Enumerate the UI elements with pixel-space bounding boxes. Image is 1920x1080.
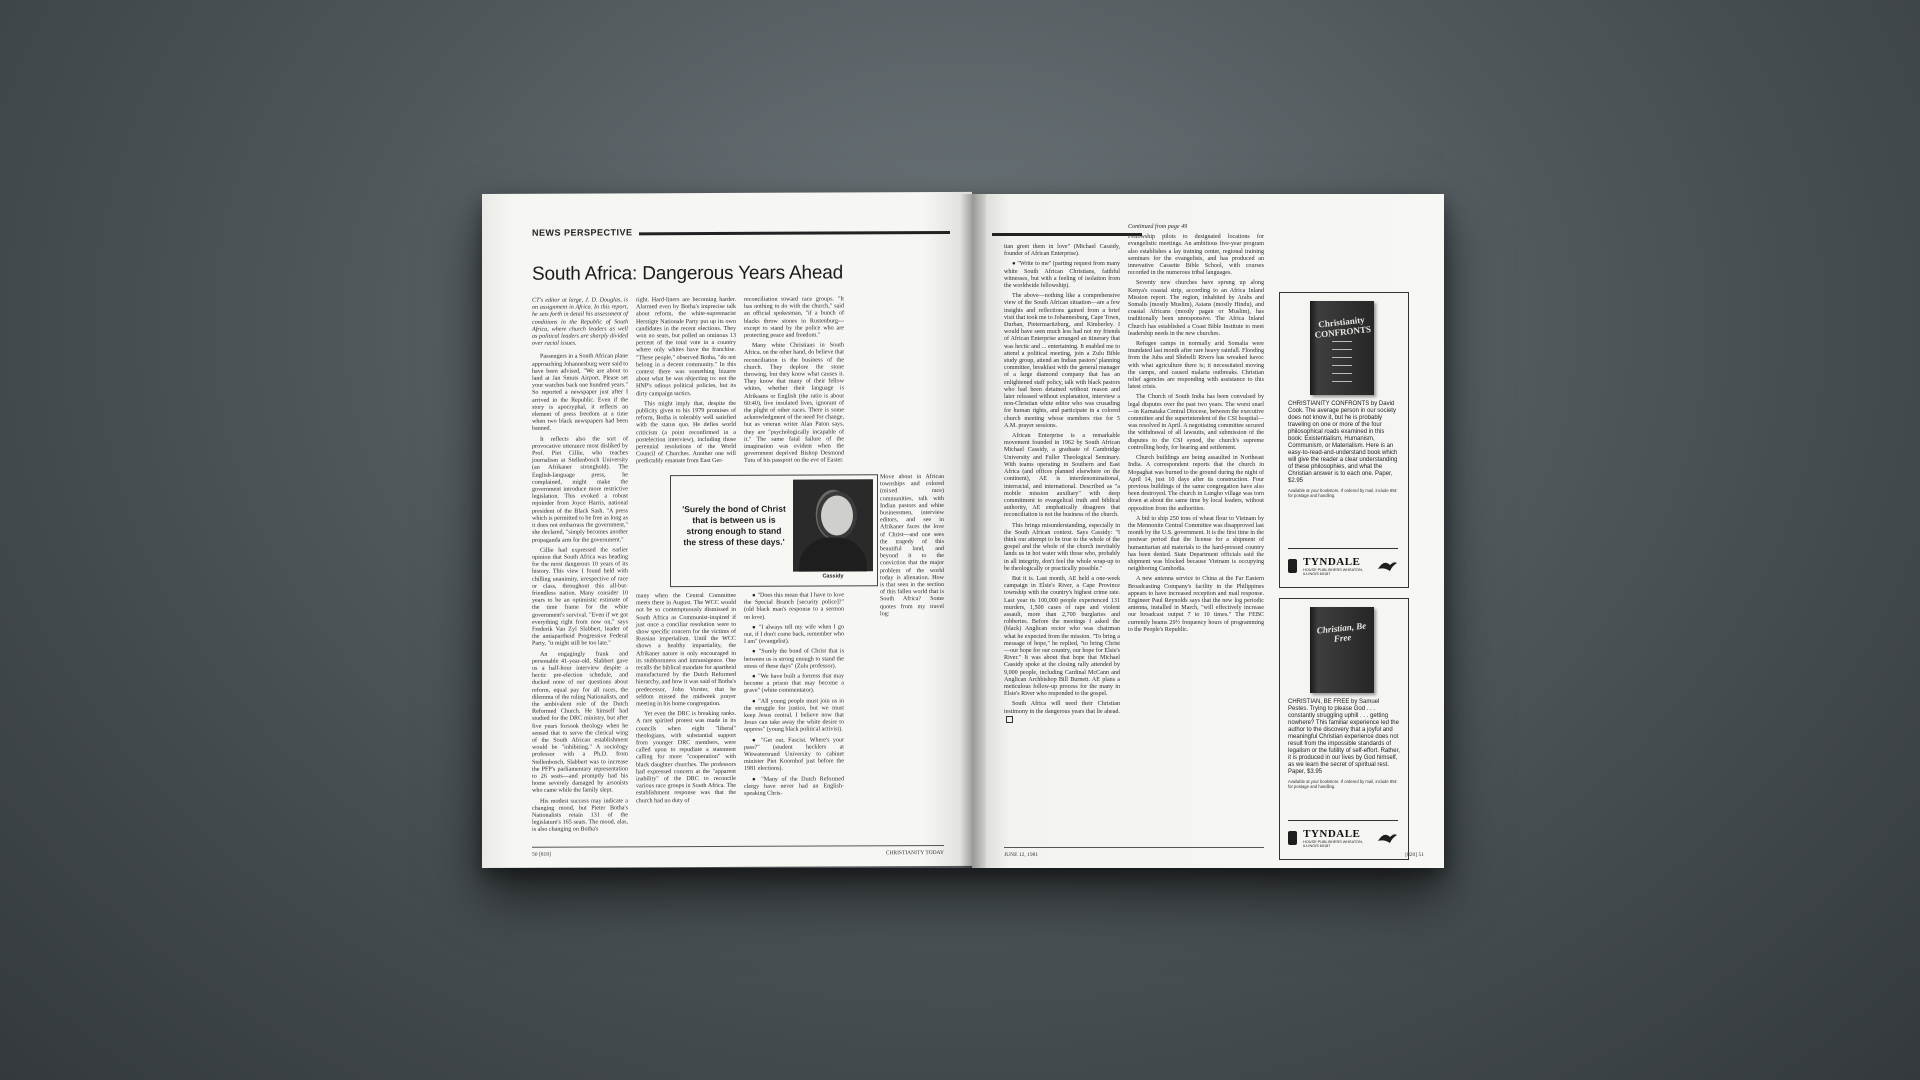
bird-icon bbox=[1376, 829, 1398, 847]
article-headline: South Africa: Dangerous Years Ahead bbox=[532, 262, 843, 285]
right-page bbox=[972, 194, 1444, 868]
news-brief: A bid to ship 250 tons of wheat flour to Vietnam by the Mennonite Central Committee was disapproved last month by the U.S. government. It is the first time in the postwar period that the license for a shipment of humanitarian aid materials to the hard-pressed country has been denied. State Department officials said the shipment was blocked because Vietnam is occupying neighboring Cambodia. bbox=[1128, 515, 1264, 573]
quote-item: ● "Does this mean that I have to love the Special Branch [security police]?" (old black man's response to a sermon on love). bbox=[744, 592, 844, 621]
left-page bbox=[482, 192, 972, 868]
issue-date: JUNE 12, 1981 bbox=[1004, 852, 1039, 858]
article-paragraph: Many white Christians in South Africa, on the other hand, do believe that reconciliation is the business of the church. They deplore the stone throwing, but they know what causes it. They know that many of their fellow whites, whether their language is Afrikaans or English (the ratio is about 60:40), live insulated lives, ignorant of the plight of other races. There is some acknowledgment of the need for change, but as veteran writer Alan Paton says, they are "psychologically incapable of it." The same fatal failure of the imagination was evident when the government deprived Bishop Desmond Tutu of his passport on the eve of Easter. bbox=[744, 342, 845, 465]
book-cover-title: Christianity CONFRONTS bbox=[1314, 314, 1372, 340]
ad-copy bbox=[1288, 699, 1400, 789]
article-paragraph: This might imply that, despite the publicity given to his 1979 promises of reform, Botha is tolerably well satisfied with the status quo. He defies world criticism (a point reconfirmed in a postelection interview), including those perennial resolutions of the World Council of Churches. Another one will predictably emanate from East Ger- bbox=[636, 400, 736, 465]
pull-quote: 'Surely the bond of Christ that is between us is strong enough to stand the stress of these days.' bbox=[682, 503, 786, 548]
magazine-spread bbox=[482, 194, 1444, 868]
ad-fine-print: Available at your bookstore. If ordered by mail, include 85¢ for postage and handling. bbox=[1288, 779, 1397, 789]
quote-item: ● "All young people must join us in the struggle for justice, but we must keep Jesus central. I believe now that Jesus can take away the white desire to oppress" (young black political activist). bbox=[744, 698, 844, 734]
article-paragraph: African Enterprise is a remarkable movement founded in 1962 by South African Michael Cassidy, a graduate of Cambridge University and Fuller Theological Seminary. With teams operating in Southern and East Africa (and offices planned elsewhere on the continent), AE is interdenominational, interracial, and international. Described as "a mobile mission auxiliary" with deep commitment to evangelical truth and biblical authority, AE emphatically disagrees that reconciliation is not the business of the church. bbox=[1004, 433, 1120, 519]
publisher-mark-icon bbox=[1288, 559, 1297, 573]
portrait-body bbox=[799, 537, 867, 571]
article-paragraph: Passengers in a South African plane approaching Johannesburg were said to have been advised, "We are about to land at Jan Smuts Airport. Please set your watches back one hundred years." So reported a newspaper just after I arrived in the Republic. Even if the story is apocryphal, it reflects an element of press freedom at a time when two black newspapers had been banned. bbox=[532, 353, 629, 433]
article-continued-column bbox=[1004, 244, 1120, 844]
publisher-logo bbox=[1288, 548, 1398, 581]
portrait-head bbox=[817, 491, 857, 539]
news-brief: Church buildings are being assaulted in Northeast India. A correspondent reports that the church in Mopaghat was burned to the ground during the night of April 14, just 10 days after its construction. Four previous buildings of the same congregation have also been destroyed. The church in Lungho village was torn down at about the same time by local leaders, without opposition from the authorities. bbox=[1128, 455, 1264, 512]
article-column-3-top bbox=[744, 296, 844, 470]
article-closing: South Africa will need their Christian testimony in the dangerous years that lie ahead. bbox=[1004, 701, 1120, 715]
publisher-logo bbox=[1288, 820, 1398, 853]
book-ad-christian-be-free[interactable] bbox=[1279, 598, 1409, 860]
article-paragraph: His modest success may indicate a changing mood, but Pieter Botha's Nationalists retain 131 of the legislature's 165 seats. The mood, alas, is also changing on Botha's bbox=[532, 797, 628, 834]
pull-quote-box bbox=[670, 474, 878, 587]
article-column-3-beside-photo bbox=[880, 473, 944, 618]
ad-fine-print: Available at your bookstore. If ordered by mail, include 85¢ for postage and handling. bbox=[1288, 488, 1397, 498]
article-paragraph: reconciliation toward race groups. "It has nothing to do with the church," said an official spokesman, "if a bunch of blacks throw stones in Rustenburg—except to stand by the police who are protecting peace and freedom." bbox=[744, 296, 844, 339]
publisher-subtitle: HOUSE PUBLISHERS WHEATON, ILLINOIS 60187 bbox=[1303, 568, 1363, 576]
book-cover-title: Christian, Be Free bbox=[1316, 620, 1367, 644]
quote-item: ● "Write to me" (parting request from many white South African Christians, faithful witnesses, but with a feeling of isolation from the worldwide fellowship). bbox=[1004, 261, 1120, 290]
publisher-name: TYNDALE bbox=[1303, 828, 1361, 840]
article-paragraph: many when the Central Committee meets there in August. The WCC would not be so contemptuously dismissed in South Africa as Communist-inspired if just once a conciliar resolution were to show specific concern for the victims of Russian imperialism. Until the WCC shows a healthy impartiality, the Afrikaner nature is only encouraged in its stubbornness and intransigence. One recalls the biblical mandate for apartheid manufactured by the Dutch Reformed hierarchy, and how it was said of Botha's predecessor, John Vorster, that he seldom missed the midweek prayer meeting in his home congregation. bbox=[636, 592, 736, 708]
book-ad-christianity-confronts[interactable] bbox=[1279, 292, 1409, 588]
article-paragraph: It reflects also the sort of provocative utterance most disliked by Prof. Piet Cillie, who teaches journalism at Stellenbosch University (an Afrikaner stronghold). The English-language press, he complained, might make the government introduce more restrictive legislation. This evoked a robust rejoinder from Joyce Harris, national president of the Black Sash. "A press which is permitted to be free as long as it does not embarrass the government," she declared, "simply becomes another propaganda arm for the government." bbox=[532, 436, 628, 544]
quote-item: ● "We have built a fortress that may become a prison that may become a grave" (white commentator). bbox=[744, 673, 844, 695]
publisher-name: TYNDALE bbox=[1303, 556, 1361, 568]
article-column-1 bbox=[532, 297, 628, 845]
photo-caption: Cassidy bbox=[822, 573, 844, 580]
page-number-left: 50 [818] bbox=[532, 851, 551, 858]
book-cover-text-lines bbox=[1332, 341, 1352, 387]
section-rule bbox=[992, 233, 1142, 236]
article-paragraph: Move about in African townships and colored (mixed race) communities, talk with Indian pastors and white businessmen, interview editors, and see in Afrikaner faces the love of Christ—and one sees the tragedy of this beautiful land, and beyond it to the conviction that the major problem of the world today is alienation. How is that seen in the section of this fallen world that is South Africa? Some quotes from my travel log: bbox=[880, 473, 944, 618]
book-cover-image bbox=[1310, 607, 1374, 693]
quote-item: ● "I always tell my wife when I go out, if I don't come back, remember who I am" (evangelist). bbox=[744, 624, 844, 646]
article-paragraph: Yet even the DRC is breaking ranks. A rare spirited protest was made in its councils when eight "liberal" theologians, with substantial support from younger DRC members, were called upon to repudiate a statement calling for more "cooperation" with black daughter churches. The professors had expressed concern at the "apparent inability" of the DRC to reconcile various race groups in South Africa. The establishment response was that the church had no duty of bbox=[636, 711, 736, 805]
section-kicker: NEWS PERSPECTIVE bbox=[532, 227, 639, 237]
continued-label: Continued from page 49 bbox=[1128, 224, 1188, 230]
bird-icon bbox=[1376, 557, 1398, 575]
news-brief: Fellowship pilots to designated locations for evangelistic meetings. An ambitious five-year program also establishes a lay training center, regional training seminars for the evangelists, and has produced an innovative Cassette Bible School, with courses recorded in the numerous tribal languages. bbox=[1128, 234, 1264, 277]
publisher-mark-icon bbox=[1288, 831, 1297, 845]
news-brief: Refugee camps in normally arid Somalia were inundated last month after rare heavy rainfall. Flooding from the Juba and Shebelli Rivers has wreaked havoc with what agriculture there is; it necessitated moving the camps, and caused malaria outbreaks. Christian relief agencies are responding with assistance to this latest crisis. bbox=[1128, 341, 1264, 391]
article-column-3-bottom bbox=[744, 592, 844, 842]
ad-description: CHRISTIANITY CONFRONTS by David Cook. The average person in our society does not know it, but he is probably traveling on one or more of the four philosophical roads examined in this book: Existentialism, Humanism, Communism, or Materialism. Here is an easy-to-read-and-understand book which will give the reader a clear understanding of these philosophies, and what the Christian answer is to each one. Paper, $2.95 bbox=[1288, 401, 1398, 484]
book-cover-image bbox=[1310, 301, 1374, 395]
article-paragraph: right. Hard-liners are becoming harder. Alarmed even by Botha's imprecise talk about reform, the white-supremacist Herstigte Nationale Party put up its own candidates in the recent elections. They won no seats, but polled an ominous 13 percent of the total vote in a country where only whites have the franchise. "These people," observed Botha, "do not belong in a decent community." In this context there was something bizarre about what he was objecting to: not the HNP's odious political policies, but its dirty campaign tactics. bbox=[636, 296, 736, 397]
article-column-2-bottom bbox=[636, 593, 736, 843]
quote-item: ● "Surely the bond of Christ that is between us is strong enough to stand the stress of these days" (Zulu professor). bbox=[744, 648, 844, 670]
publisher-name-block bbox=[1303, 556, 1370, 576]
news-brief: The Church of South India has been convulsed by legal disputes over the past two years. The worst snarl—in Karnataka Central Diocese, between the executive committee and the superintendent of the CSI hospital—was resolved in April. A negotiating committee secured the withdrawal of all lawsuits, and submission of the disputes to the CSI synod, the church's supreme controlling body, for hearing and settlement. bbox=[1128, 394, 1264, 451]
quote-item: ● "Get out, Fascist. Where's your pass?" (student hecklers at Witwatersrand University to cabinet minister Piet Koornhof just before the 1981 elections). bbox=[744, 737, 844, 773]
ad-copy bbox=[1288, 401, 1400, 498]
article-paragraph: Cillie had expressed the earlier opinion that South Africa was heading for the most dangerous 10 years of its history. This view I found held with chilling unanimity, irrespective of race or class, throughout this all-but-friendless nation. Many consider 10 years to be an optimistic estimate of the time frame for the white government's survival. "Even if we got everything right from now on," says Frederik Van Zyl Slabbert, leader of the antiapartheid Progressive Federal Party, "it might still be too late." bbox=[532, 547, 628, 648]
article-paragraph: An engagingly frank and personable 41-year-old, Slabbert gave us a half-hour interview despite a hectic pre-election schedule, and ducked none of our questions about reform, equal pay for all races, the dilemma of the ruling Nationalists, and the ambivalent role of the Dutch Reformed Church. He himself had studied for the DRC ministry, but after five years forsook theology when he sensed that to serve the clerical wing of the South African establishment would be "inhibiting." A sociology professor with a Ph.D. from Stellenbosch, Slabbert was to increase the PFP's parliamentary representation to 26 seats—and promptly had his home severely damaged by arsonists who came while the family slept. bbox=[532, 650, 628, 795]
end-mark-icon bbox=[1006, 716, 1013, 723]
article-intro: CT's editor at large, J. D. Douglas, is on assignment in Africa. In this report, he sets forth in detail his assessment of conditions in the Republic of South Africa, where church leaders as well as political leaders are sharply divided over racial issues. bbox=[532, 297, 628, 348]
page-number-right: [820] 51 bbox=[1405, 852, 1424, 858]
publisher-subtitle: HOUSE PUBLISHERS WHEATON, ILLINOIS 60187 bbox=[1303, 840, 1363, 848]
ad-description: CHRISTIAN, BE FREE by Samuel Pestes. Trying to please God . . . constantly struggling uphill . . . getting nowhere? This familiar experience led the author to the discovery that a joyful and meaningful Christian experience does not result from the impossible standards of legalism or the futility of self-effort. Rather, it is produced in our lives by God himself, as we learn the secret of spiritual rest. Paper, $3.95 bbox=[1288, 699, 1400, 775]
article-paragraph bbox=[1004, 701, 1120, 724]
publisher-name-block bbox=[1303, 828, 1370, 848]
article-paragraph: But it is. Last month, AE held a one-week campaign in Elsie's River, a Cape Province township with the country's highest crime rate. Last year its 100,000 people experienced 131 murders, 1,500 cases of rape and violent assault, more than 2,700 burglaries and robberies. Before the meetings I asked the (black) Anglican rector who was chairman what he expected from the mission. "To bring a message of hope," he replied, "to bring Christ—our hope for our country, our hope for Elsie's River." It was about that hope that Michael Cassidy spoke at the closing rally attended by 9,000 people, including Cardinal McCann and Anglican Archbishop Bill Burnett. AE plans a meticulous follow-up process for the many in Elsie's River who responded to the gospel. bbox=[1004, 575, 1120, 698]
news-brief: Seventy new churches have sprung up along Kenya's coastal strip, according to an Africa Inland Mission report. The region, inhabited by Arabs and Somalis (mostly Muslim), Asians (mostly Hindu), and coastal Africans (mostly pagan or Muslim), has traditionally been unresponsive. The Africa Inland Church has established a Coast Bible Institute to meet leadership needs in the new churches. bbox=[1128, 280, 1264, 337]
portrait-photo bbox=[793, 479, 873, 571]
article-paragraph: This brings misunderstanding, especially in the South African context. Says Cassidy: "I think our attempt to be true to the whole of the gospel and the whole of the church inevitably lands us in hot water with those who, probably in all integrity, don't feel the whole wrap-up to be theologically or practically possible." bbox=[1004, 522, 1120, 572]
article-paragraph: tian greet them in love" (Michael Cassidy, founder of African Enterprise). bbox=[1004, 244, 1120, 258]
article-paragraph: The above—nothing like a comprehensive view of the South African situation—are a few insights and reflections gained from a brief visit that took me to Johannesburg, Cape Town, Durban, Pietermaritzburg, and Kimberley. I would have seen much less had not my friends of African Enterprise arranged an itinerary that was hectic and ... entertaining. It enabled me to attend a political meeting, join a Zulu Bible study group, attend an Indian pastors' planning committee, breakfast with the general manager of a large diamond company that has an enlightened staff policy, talk with black pastors who had been detained without reason and later released without explanation, interview a non-Christian white editor who was crusading for human rights, and participate in a colored church meeting whose members rise for 5 A.M. prayer sessions. bbox=[1004, 293, 1120, 429]
footer-rule bbox=[1004, 847, 1264, 848]
article-column-2-top bbox=[636, 297, 736, 471]
news-briefs-column bbox=[1128, 224, 1264, 844]
quote-item: ● "Many of the Dutch Reformed clergy have never had an English-speaking Chris- bbox=[744, 776, 844, 797]
publication-name: CHRISTIANITY TODAY bbox=[885, 849, 944, 857]
news-brief: A new antenna service to China at the Far Eastern Broadcasting Company's facility in the Philippines appears to have increased reception and mail response. Engineer Paul Reynolds says that the new log periodic antenna, installed in March, "will effectively increase our broadcast output 7 to 10 times." The FEBC currently beams 29½ frequency hours of programming to the People's Republic. bbox=[1128, 576, 1264, 633]
